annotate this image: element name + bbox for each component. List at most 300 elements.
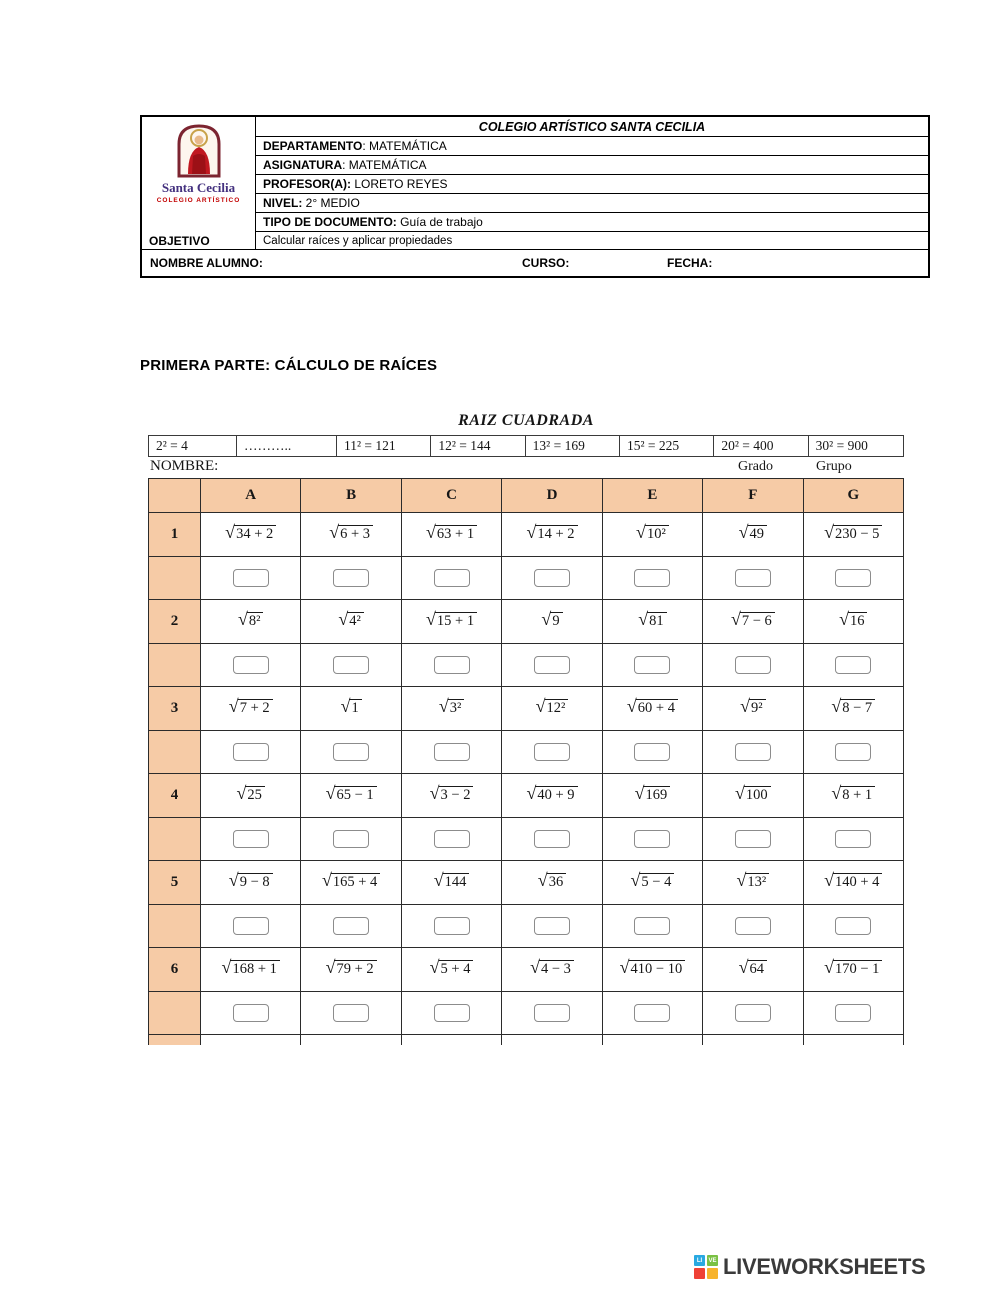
objetivo-label: OBJETIVO xyxy=(142,232,256,250)
answer-cell xyxy=(402,557,502,600)
radicand: 10² xyxy=(645,525,669,543)
radicand: 9 xyxy=(550,612,562,630)
grupo-label: Grupo xyxy=(816,459,852,474)
answer-input[interactable] xyxy=(333,743,369,761)
answer-input[interactable] xyxy=(233,569,269,587)
answer-cell xyxy=(301,818,401,861)
radical-sign-icon: √ xyxy=(526,783,537,804)
answer-input[interactable] xyxy=(434,743,470,761)
answer-input[interactable] xyxy=(534,917,570,935)
sqrt-expression xyxy=(824,870,882,891)
radical-sign-icon: √ xyxy=(438,696,449,717)
answer-input[interactable] xyxy=(534,830,570,848)
radical-sign-icon: √ xyxy=(340,696,351,717)
expression-cell xyxy=(703,861,803,905)
answer-input[interactable] xyxy=(534,569,570,587)
radicand: 169 xyxy=(643,786,670,804)
expression-cell xyxy=(301,600,401,644)
row-number-empty xyxy=(149,557,201,600)
radicand: 16 xyxy=(848,612,868,630)
answer-input[interactable] xyxy=(434,656,470,674)
answer-row xyxy=(149,905,904,948)
partial-cell xyxy=(804,1035,904,1045)
squares-reference-row xyxy=(148,435,904,457)
answer-cell xyxy=(402,644,502,687)
expression-cell xyxy=(804,687,904,731)
row-number-empty xyxy=(149,905,201,948)
expression-row xyxy=(149,774,904,818)
radical-sign-icon: √ xyxy=(225,522,236,543)
radicand: 79 + 2 xyxy=(334,960,376,978)
radicand: 4 − 3 xyxy=(539,960,574,978)
radical-sign-icon: √ xyxy=(839,609,849,630)
answer-cell xyxy=(502,557,602,600)
row-number: 4 xyxy=(149,774,201,818)
answer-row xyxy=(149,992,904,1035)
sqrt-expression xyxy=(429,957,474,978)
radicand: 3 − 2 xyxy=(439,786,474,804)
radicand: 9² xyxy=(749,699,766,717)
answer-input[interactable] xyxy=(835,656,871,674)
radical-sign-icon: √ xyxy=(236,783,247,804)
answer-cell xyxy=(201,644,301,687)
header-right-column xyxy=(256,117,928,232)
answer-input[interactable] xyxy=(634,830,670,848)
sqrt-expression xyxy=(228,870,273,891)
fecha-label: FECHA: xyxy=(667,256,713,270)
answer-input[interactable] xyxy=(434,1004,470,1022)
school-logo-cell xyxy=(142,117,256,232)
answer-cell xyxy=(402,905,502,948)
sqrt-expression xyxy=(221,957,280,978)
radical-sign-icon: √ xyxy=(321,870,332,891)
answer-cell xyxy=(502,644,602,687)
answer-row xyxy=(149,731,904,774)
row-number: 6 xyxy=(149,948,201,992)
expression-cell xyxy=(804,861,904,905)
sqrt-expression xyxy=(526,783,577,804)
expression-cell xyxy=(804,774,904,818)
radical-sign-icon: √ xyxy=(228,870,239,891)
partial-cell xyxy=(402,1035,502,1045)
expression-cell xyxy=(603,513,703,557)
radicand: 12² xyxy=(545,699,569,717)
radical-sign-icon: √ xyxy=(738,522,749,543)
answer-cell xyxy=(301,731,401,774)
answer-cell xyxy=(703,992,803,1035)
header-info-row xyxy=(256,175,928,194)
answer-cell xyxy=(703,644,803,687)
answer-cell xyxy=(402,731,502,774)
expression-cell xyxy=(603,774,703,818)
sqrt-expression xyxy=(740,696,766,717)
radicand: 34 + 2 xyxy=(234,525,276,543)
sqrt-expression xyxy=(526,522,577,543)
partial-cell xyxy=(502,1035,602,1045)
sqrt-expression xyxy=(831,696,875,717)
expression-cell xyxy=(502,600,602,644)
expression-cell xyxy=(201,774,301,818)
sqrt-expression xyxy=(824,522,882,543)
sqrt-expression xyxy=(735,783,771,804)
worksheet-nombre-label: NOMBRE: xyxy=(150,458,219,474)
radical-sign-icon: √ xyxy=(619,957,630,978)
answer-cell xyxy=(703,731,803,774)
radical-sign-icon: √ xyxy=(237,609,248,630)
partial-cell xyxy=(603,1035,703,1045)
radical-sign-icon: √ xyxy=(630,870,641,891)
radicand: 64 xyxy=(748,960,768,978)
answer-input[interactable] xyxy=(735,656,771,674)
school-header-table xyxy=(140,115,930,278)
sqrt-expression xyxy=(636,522,669,543)
curso-label: CURSO: xyxy=(522,256,570,270)
answer-cell xyxy=(301,992,401,1035)
sqrt-expression xyxy=(338,609,364,630)
radicand: 7 + 2 xyxy=(238,699,273,717)
radical-sign-icon: √ xyxy=(433,870,444,891)
answer-cell xyxy=(603,992,703,1035)
expression-cell xyxy=(502,687,602,731)
answer-cell xyxy=(804,992,904,1035)
header-info-value: : MATEMÁTICA xyxy=(362,139,447,153)
sqrt-expression xyxy=(228,696,273,717)
answer-input[interactable] xyxy=(434,830,470,848)
answer-input[interactable] xyxy=(634,743,670,761)
sqrt-expression xyxy=(736,870,769,891)
answer-cell xyxy=(502,992,602,1035)
sqrt-expression xyxy=(321,870,380,891)
radical-sign-icon: √ xyxy=(636,522,646,543)
row-number-empty xyxy=(149,992,201,1035)
answer-input[interactable] xyxy=(333,656,369,674)
answer-cell xyxy=(703,818,803,861)
answer-cell xyxy=(201,557,301,600)
radical-sign-icon: √ xyxy=(626,696,637,717)
answer-input[interactable] xyxy=(835,743,871,761)
answer-cell xyxy=(804,644,904,687)
expression-cell xyxy=(201,513,301,557)
partial-cell xyxy=(703,1035,803,1045)
answer-cell xyxy=(603,905,703,948)
worksheet-scan xyxy=(148,412,904,1045)
answer-cell xyxy=(603,557,703,600)
radicand: 170 − 1 xyxy=(833,960,882,978)
answer-cell xyxy=(804,905,904,948)
sqrt-expression xyxy=(329,522,373,543)
header-info-label: DEPARTAMENTO xyxy=(263,139,363,153)
expression-cell xyxy=(603,687,703,731)
answer-cell xyxy=(301,644,401,687)
sqrt-expression xyxy=(237,609,264,630)
radicand: 165 + 4 xyxy=(331,873,380,891)
expression-cell xyxy=(301,513,401,557)
answer-input[interactable] xyxy=(634,1004,670,1022)
reference-cell: ……….. xyxy=(237,436,337,456)
reference-cell: 12² = 144 xyxy=(431,436,525,456)
answer-input[interactable] xyxy=(835,917,871,935)
row-number: 5 xyxy=(149,861,201,905)
grado-label: Grado xyxy=(738,459,773,474)
row-number-empty xyxy=(149,644,201,687)
answer-input[interactable] xyxy=(735,569,771,587)
radicand: 168 + 1 xyxy=(230,960,279,978)
expression-cell xyxy=(402,687,502,731)
radicand: 140 + 4 xyxy=(833,873,882,891)
answer-input[interactable] xyxy=(233,830,269,848)
answer-input[interactable] xyxy=(735,1004,771,1022)
answer-cell xyxy=(201,992,301,1035)
answer-input[interactable] xyxy=(634,917,670,935)
radicand: 60 + 4 xyxy=(636,699,678,717)
answer-input[interactable] xyxy=(434,569,470,587)
sqrt-expression xyxy=(634,783,671,804)
answer-cell xyxy=(502,905,602,948)
answer-cell xyxy=(201,731,301,774)
answer-cell xyxy=(201,818,301,861)
radical-sign-icon: √ xyxy=(824,870,834,891)
answer-input[interactable] xyxy=(835,569,871,587)
sqrt-expression xyxy=(426,522,477,543)
column-header: D xyxy=(502,479,602,513)
answer-cell xyxy=(703,905,803,948)
radicand: 49 xyxy=(748,525,768,543)
expression-cell xyxy=(804,513,904,557)
header-info-label: NIVEL: xyxy=(263,196,303,210)
radical-sign-icon: √ xyxy=(736,870,747,891)
row-number-empty xyxy=(149,731,201,774)
sqrt-expression xyxy=(429,783,474,804)
header-info-list xyxy=(256,137,928,232)
radical-sign-icon: √ xyxy=(426,522,436,543)
radical-sign-icon: √ xyxy=(329,522,340,543)
answer-input[interactable] xyxy=(735,830,771,848)
answer-input[interactable] xyxy=(634,656,670,674)
column-header: C xyxy=(402,479,502,513)
expression-cell xyxy=(502,774,602,818)
sqrt-expression xyxy=(630,870,675,891)
header-info-value: : MATEMÁTICA xyxy=(342,158,427,172)
header-info-label: TIPO DE DOCUMENTO: xyxy=(263,215,397,229)
radicand: 5 − 4 xyxy=(639,873,674,891)
radicand: 36 xyxy=(547,873,567,891)
radicand: 4² xyxy=(347,612,364,630)
expression-cell xyxy=(502,513,602,557)
radical-sign-icon: √ xyxy=(429,783,440,804)
answer-row xyxy=(149,818,904,861)
expression-cell xyxy=(603,861,703,905)
reference-cell: 15² = 225 xyxy=(620,436,714,456)
answer-cell xyxy=(703,557,803,600)
expression-row xyxy=(149,513,904,557)
answer-input[interactable] xyxy=(233,743,269,761)
radicand: 6 + 3 xyxy=(338,525,373,543)
header-info-row xyxy=(256,137,928,156)
radicand: 40 + 9 xyxy=(535,786,577,804)
grid-corner-cell xyxy=(149,479,201,513)
answer-input[interactable] xyxy=(735,743,771,761)
school-crest-icon xyxy=(173,122,225,178)
row-number: 3 xyxy=(149,687,201,731)
expression-cell xyxy=(603,948,703,992)
radical-sign-icon: √ xyxy=(735,783,745,804)
answer-cell xyxy=(603,818,703,861)
reference-cell: 11² = 121 xyxy=(337,436,431,456)
answer-input[interactable] xyxy=(534,743,570,761)
sqrt-expression xyxy=(530,957,574,978)
expression-cell xyxy=(703,600,803,644)
answer-input[interactable] xyxy=(735,917,771,935)
radical-sign-icon: √ xyxy=(824,957,834,978)
radical-sign-icon: √ xyxy=(338,609,349,630)
radicand: 410 − 10 xyxy=(629,960,686,978)
expression-cell xyxy=(301,687,401,731)
answer-input[interactable] xyxy=(333,569,369,587)
sqrt-expression xyxy=(738,957,767,978)
radicand: 25 xyxy=(245,786,265,804)
radical-sign-icon: √ xyxy=(228,696,239,717)
answer-cell xyxy=(502,731,602,774)
logo-tile: VE xyxy=(707,1255,718,1266)
row-number: 1 xyxy=(149,513,201,557)
expression-cell xyxy=(703,513,803,557)
expression-cell xyxy=(402,774,502,818)
answer-input[interactable] xyxy=(333,830,369,848)
sqrt-expression xyxy=(535,696,569,717)
answer-input[interactable] xyxy=(634,569,670,587)
answer-input[interactable] xyxy=(233,1004,269,1022)
radicand: 65 − 1 xyxy=(334,786,376,804)
answer-cell xyxy=(603,731,703,774)
radicand: 5 + 4 xyxy=(439,960,474,978)
expression-cell xyxy=(804,948,904,992)
expression-cell xyxy=(201,861,301,905)
expression-cell xyxy=(301,948,401,992)
expression-row xyxy=(149,687,904,731)
radical-sign-icon: √ xyxy=(530,957,540,978)
radicand: 13² xyxy=(745,873,769,891)
answer-input[interactable] xyxy=(835,1004,871,1022)
column-header: G xyxy=(804,479,904,513)
header-info-row xyxy=(256,213,928,232)
liveworksheets-logo[interactable] xyxy=(694,1254,925,1280)
radicand: 81 xyxy=(647,612,667,630)
school-title: COLEGIO ARTÍSTICO SANTA CECILIA xyxy=(256,117,928,137)
school-logo-subtitle: COLEGIO ARTÍSTICO xyxy=(156,197,241,204)
expression-cell xyxy=(301,774,401,818)
radical-sign-icon: √ xyxy=(325,957,336,978)
expression-cell xyxy=(301,861,401,905)
radical-sign-icon: √ xyxy=(541,609,552,630)
answer-input[interactable] xyxy=(233,917,269,935)
answer-cell xyxy=(603,644,703,687)
partial-number-cell xyxy=(149,1035,201,1045)
sqrt-expression xyxy=(541,609,562,630)
radicand: 14 + 2 xyxy=(535,525,577,543)
sqrt-expression xyxy=(236,783,265,804)
row-number-empty xyxy=(149,818,201,861)
radicand: 1 xyxy=(349,699,361,717)
answer-input[interactable] xyxy=(434,917,470,935)
school-logo-name: Santa Cecilia xyxy=(161,180,236,195)
grid-header-row xyxy=(149,479,904,513)
reference-cell: 20² = 400 xyxy=(714,436,808,456)
radical-sign-icon: √ xyxy=(526,522,537,543)
header-info-value: 2° MEDIO xyxy=(302,196,360,210)
answer-cell xyxy=(502,818,602,861)
header-info-value: LORETO REYES xyxy=(351,177,448,191)
header-info-label: PROFESOR(A): xyxy=(263,177,351,191)
radical-sign-icon: √ xyxy=(429,957,440,978)
expression-cell xyxy=(804,600,904,644)
expression-cell xyxy=(402,948,502,992)
radical-sign-icon: √ xyxy=(325,783,336,804)
reference-cell: 2² = 4 xyxy=(149,436,237,456)
partial-row xyxy=(149,1035,904,1045)
radicand: 8 − 7 xyxy=(840,699,875,717)
sqrt-expression xyxy=(325,957,377,978)
answer-cell xyxy=(804,731,904,774)
radicand: 8 + 1 xyxy=(840,786,875,804)
radical-sign-icon: √ xyxy=(730,609,741,630)
answer-cell xyxy=(301,905,401,948)
radical-sign-icon: √ xyxy=(221,957,232,978)
answer-cell xyxy=(804,557,904,600)
expression-row xyxy=(149,948,904,992)
objetivo-value: Calcular raíces y aplicar propiedades xyxy=(256,232,928,250)
column-header: B xyxy=(301,479,401,513)
header-info-label: ASIGNATURA xyxy=(263,158,343,172)
answer-input[interactable] xyxy=(333,917,369,935)
liveworksheets-icon xyxy=(694,1255,718,1279)
answer-input[interactable] xyxy=(835,830,871,848)
answer-cell xyxy=(201,905,301,948)
answer-cell xyxy=(402,992,502,1035)
expression-cell xyxy=(703,687,803,731)
expression-cell xyxy=(201,600,301,644)
expression-cell xyxy=(703,948,803,992)
radicand: 3² xyxy=(448,699,465,717)
sqrt-expression xyxy=(730,609,775,630)
liveworksheets-brand-text: LIVEWORKSHEETS xyxy=(723,1254,926,1279)
reference-cell: 30² = 900 xyxy=(815,438,868,453)
answer-input[interactable] xyxy=(233,656,269,674)
radical-sign-icon: √ xyxy=(535,696,546,717)
radicand: 100 xyxy=(744,786,771,804)
expression-cell xyxy=(402,600,502,644)
logo-tile xyxy=(694,1268,705,1279)
sqrt-expression xyxy=(426,609,477,630)
radicand: 8² xyxy=(247,612,264,630)
student-info-row xyxy=(142,250,928,276)
radical-sign-icon: √ xyxy=(634,783,645,804)
nombre-alumno-label: NOMBRE ALUMNO: xyxy=(150,256,263,270)
answer-input[interactable] xyxy=(333,1004,369,1022)
header-info-value: Guía de trabajo xyxy=(396,215,483,229)
expression-cell xyxy=(201,687,301,731)
raices-grid xyxy=(148,478,904,1045)
logo-tile: LI xyxy=(694,1255,705,1266)
radical-sign-icon: √ xyxy=(738,957,749,978)
row-number: 2 xyxy=(149,600,201,644)
answer-input[interactable] xyxy=(534,1004,570,1022)
answer-input[interactable] xyxy=(534,656,570,674)
radical-sign-icon: √ xyxy=(824,522,834,543)
radical-sign-icon: √ xyxy=(426,609,436,630)
partial-cell xyxy=(201,1035,301,1045)
expression-row xyxy=(149,861,904,905)
sqrt-expression xyxy=(438,696,465,717)
